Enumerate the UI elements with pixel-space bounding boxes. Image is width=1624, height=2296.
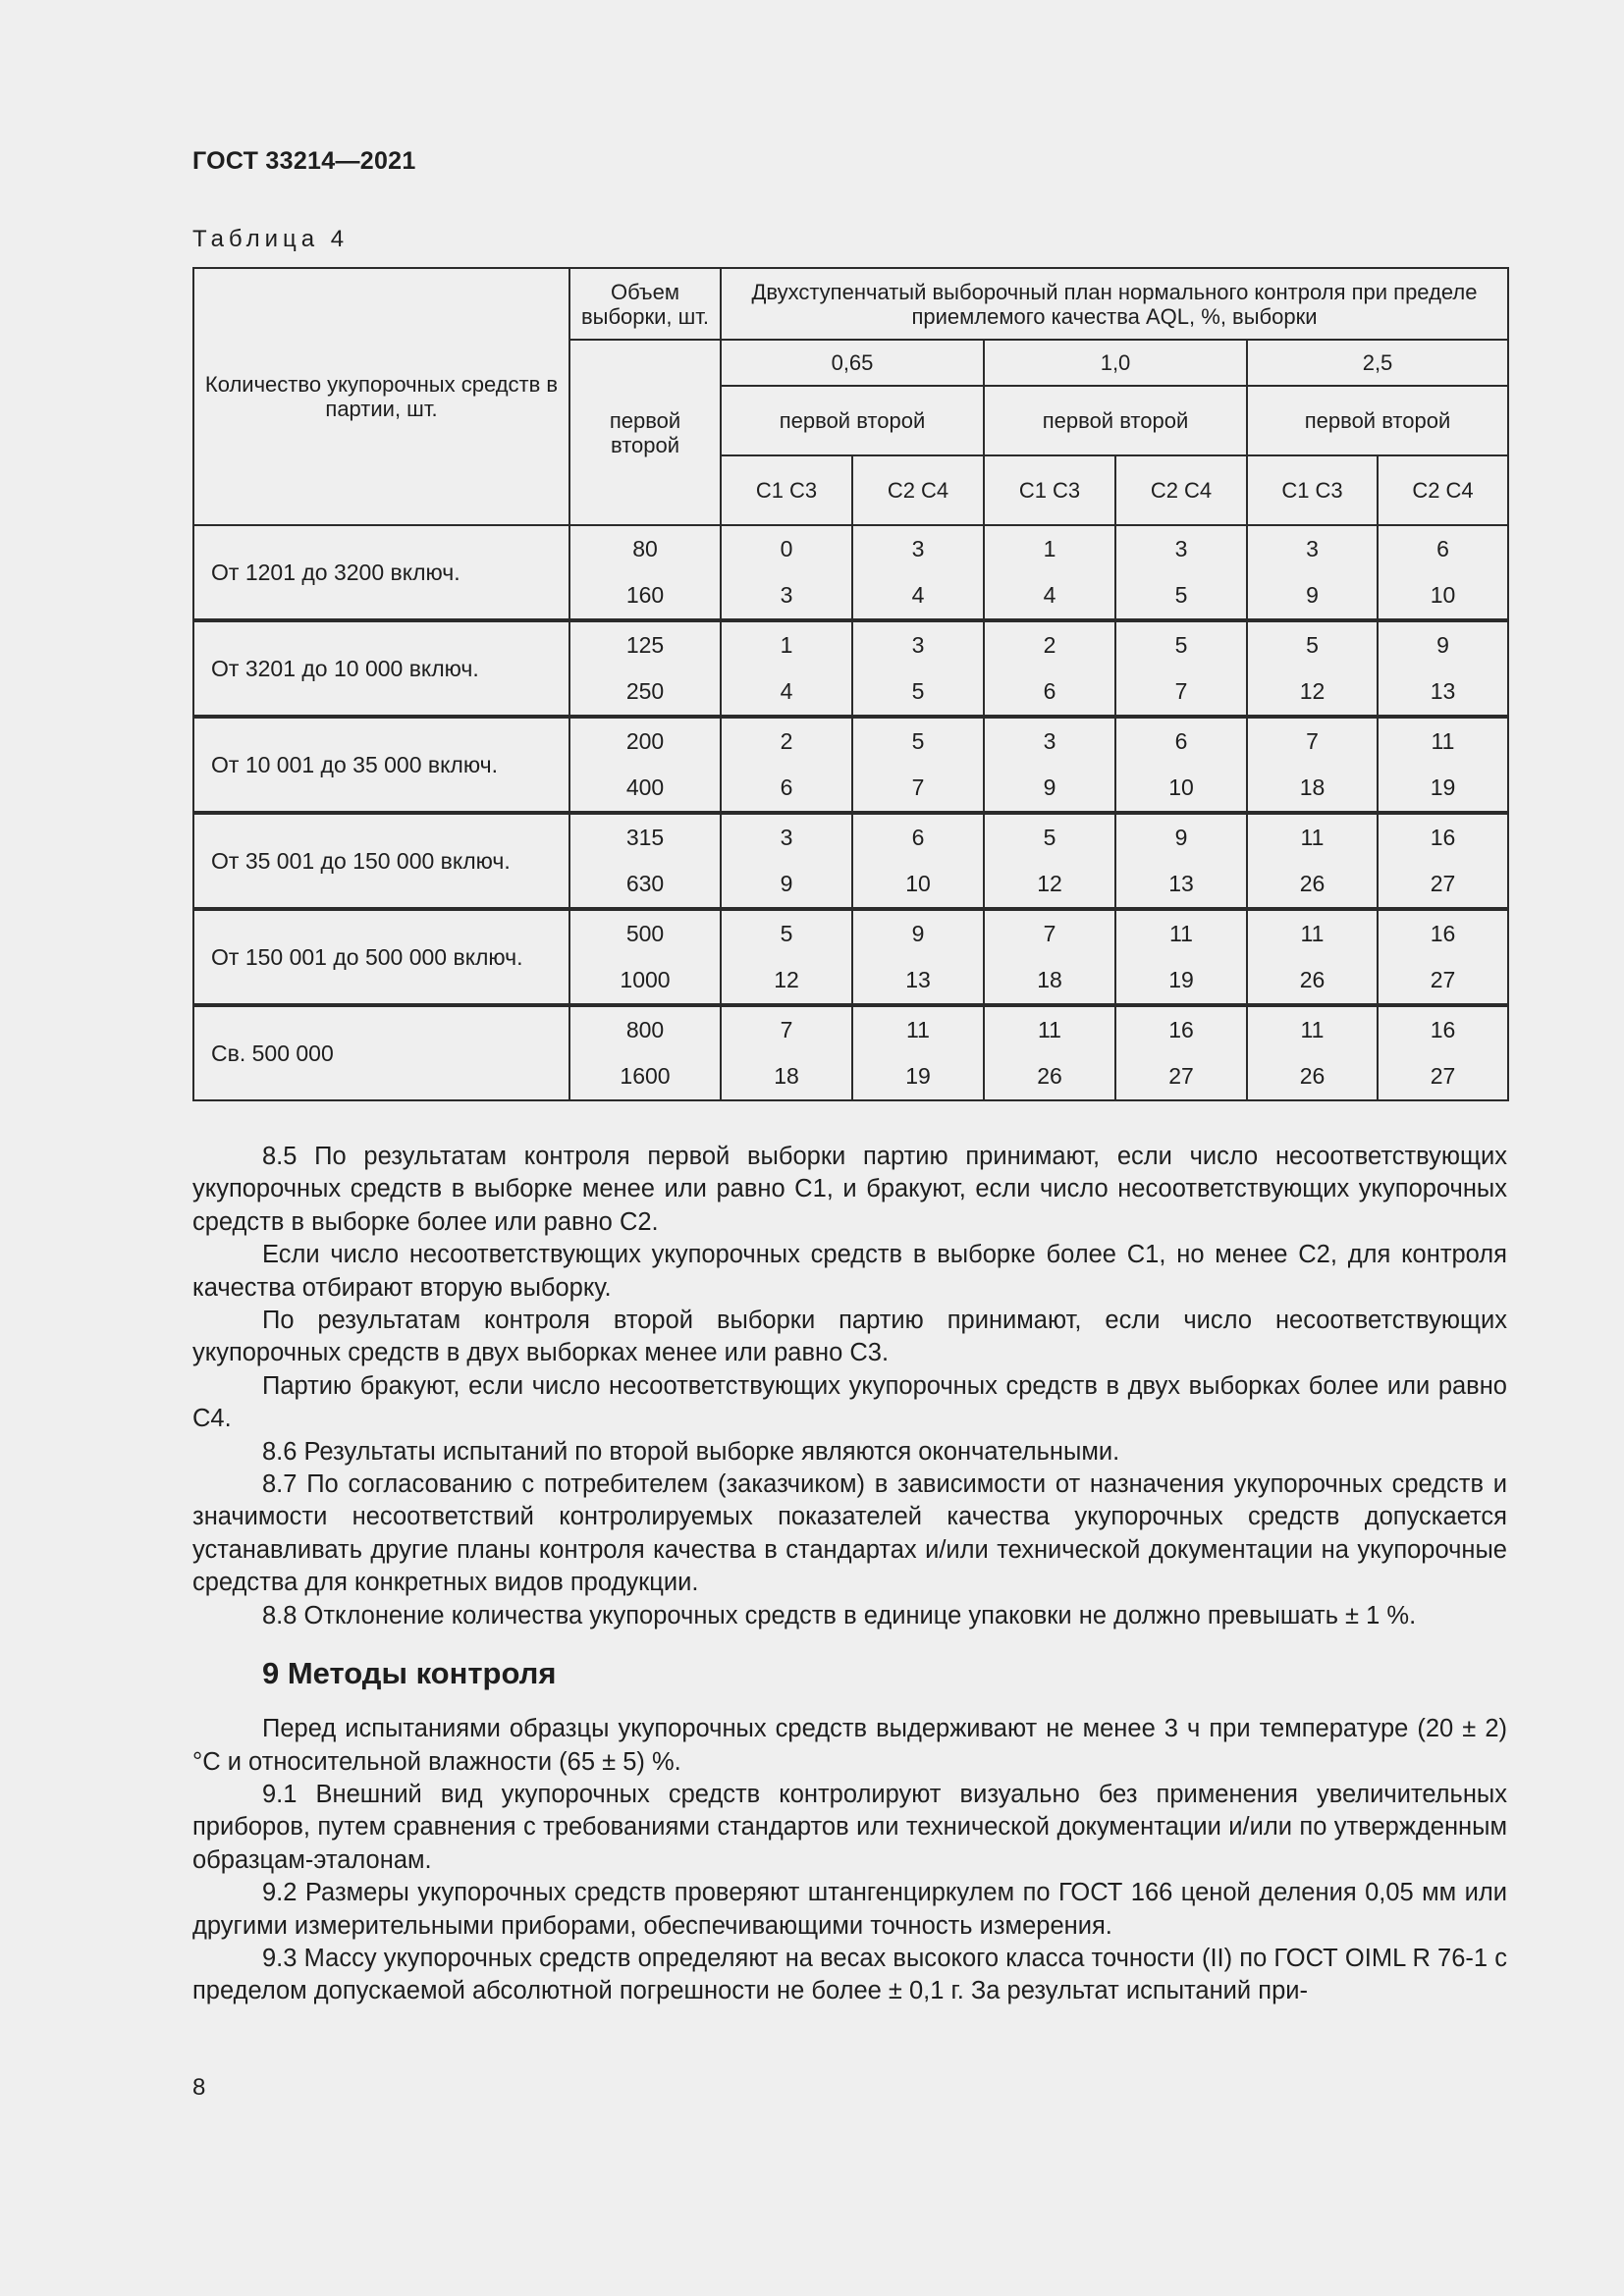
first-sample-criterion: 11 <box>852 1005 984 1053</box>
second-sample-size: 630 <box>569 861 721 909</box>
first-sample-criterion: 1 <box>984 525 1115 572</box>
first-sample-size: 200 <box>569 717 721 765</box>
paragraph: Перед испытаниями образцы укупорочных средств выдерживают не менее 3 ч при температуре (20 ± 2) °C и относительной влажности (65 ± 5) %. <box>192 1715 1507 1776</box>
aql-sample-order: первой второй <box>721 386 984 455</box>
second-sample-criterion: 26 <box>1247 957 1378 1005</box>
document-code: ГОСТ 33214—2021 <box>192 147 416 175</box>
first-sample-criterion: 11 <box>1378 717 1508 765</box>
paragraph: 8.5 По результатам контроля первой выборки партию принимают, если число несоответствующих укупорочных средств в выборке менее или равно C1, и бракуют, если число несоответствующих укупорочных средств в выборке более или равно C2. <box>192 1143 1507 1236</box>
second-sample-criterion: 18 <box>721 1053 852 1100</box>
criteria-label: C1 C3 <box>721 455 852 525</box>
second-sample-criterion: 18 <box>984 957 1115 1005</box>
header-sample-order: первой второй <box>569 340 721 525</box>
second-sample-criterion: 13 <box>852 957 984 1005</box>
second-sample-size: 250 <box>569 668 721 717</box>
second-sample-criterion: 19 <box>1115 957 1247 1005</box>
first-sample-size: 800 <box>569 1005 721 1053</box>
second-sample-size: 1600 <box>569 1053 721 1100</box>
first-sample-criterion: 11 <box>1247 1005 1378 1053</box>
first-sample-criterion: 3 <box>1115 525 1247 572</box>
first-sample-criterion: 16 <box>1378 1005 1508 1053</box>
second-sample-criterion: 13 <box>1115 861 1247 909</box>
page-number: 8 <box>192 2074 206 2101</box>
aql-sample-order: первой второй <box>1247 386 1508 455</box>
second-sample-criterion: 10 <box>1115 765 1247 813</box>
paragraph: Партию бракуют, если число несоответствующих укупорочных средств в двух выборках более или равно C4. <box>192 1371 1507 1433</box>
lot-size-range: От 35 001 до 150 000 включ. <box>193 813 569 909</box>
second-sample-criterion: 9 <box>721 861 852 909</box>
first-sample-criterion: 5 <box>1247 620 1378 668</box>
first-sample-criterion: 5 <box>1115 620 1247 668</box>
second-sample-criterion: 19 <box>1378 765 1508 813</box>
lot-size-range: От 3201 до 10 000 включ. <box>193 620 569 717</box>
table-row <box>193 525 1508 572</box>
first-sample-criterion: 16 <box>1115 1005 1247 1053</box>
paragraph: Если число несоответствующих укупорочных средств в выборке более C1, но менее C2, для контроля качества отбирают вторую выборку. <box>192 1241 1507 1302</box>
header-sample-size: Объем выборки, шт. <box>569 268 721 340</box>
second-sample-criterion: 3 <box>721 572 852 620</box>
first-sample-size: 125 <box>569 620 721 668</box>
first-sample-criterion: 5 <box>852 717 984 765</box>
second-sample-criterion: 27 <box>1115 1053 1247 1100</box>
header-quantity: Количество укупорочных средств в партии, шт. <box>193 268 569 525</box>
section-9-paragraphs <box>192 1713 1507 2008</box>
first-sample-criterion: 16 <box>1378 813 1508 861</box>
paragraph: 8.7 По согласованию с потребителем (заказчиком) в зависимости от назначения укупорочных средств и значимости несоответствий контролируемых показателей качества укупорочных средств допускается устанавливать другие планы контроля качества в стандартах и/или технической документации на укупорочные средства для конкретных видов продукции. <box>192 1470 1507 1597</box>
paragraph: 9.3 Массу укупорочных средств определяют на весах высокого класса точности (II) по ГОСТ OIML R 76-1 с пределом допускаемой абсолютной погрешности не более ± 0,1 г. За результат испытаний при- <box>192 1944 1507 2005</box>
criteria-label: C1 C3 <box>984 455 1115 525</box>
first-sample-criterion: 16 <box>1378 909 1508 957</box>
second-sample-criterion: 26 <box>1247 861 1378 909</box>
section-8-paragraphs <box>192 1141 1507 1632</box>
first-sample-criterion: 0 <box>721 525 852 572</box>
first-sample-criterion: 9 <box>1378 620 1508 668</box>
second-sample-criterion: 5 <box>1115 572 1247 620</box>
second-sample-criterion: 27 <box>1378 957 1508 1005</box>
second-sample-size: 160 <box>569 572 721 620</box>
first-sample-size: 500 <box>569 909 721 957</box>
first-sample-criterion: 5 <box>984 813 1115 861</box>
second-sample-criterion: 7 <box>852 765 984 813</box>
second-sample-criterion: 5 <box>852 668 984 717</box>
first-sample-size: 80 <box>569 525 721 572</box>
lot-size-range: От 10 001 до 35 000 включ. <box>193 717 569 813</box>
second-sample-criterion: 6 <box>984 668 1115 717</box>
first-sample-criterion: 11 <box>1115 909 1247 957</box>
second-sample-criterion: 26 <box>984 1053 1115 1100</box>
aql-sample-order: первой второй <box>984 386 1247 455</box>
criteria-label: C2 C4 <box>852 455 984 525</box>
first-sample-criterion: 5 <box>721 909 852 957</box>
first-sample-size: 315 <box>569 813 721 861</box>
header-plan: Двухступенчатый выборочный план нормального контроля при пределе приемлемого качества AQL, %, выборки <box>721 268 1508 340</box>
lot-size-range: Св. 500 000 <box>193 1005 569 1100</box>
aql-level: 2,5 <box>1247 340 1508 386</box>
first-sample-criterion: 3 <box>984 717 1115 765</box>
second-sample-size: 1000 <box>569 957 721 1005</box>
second-sample-criterion: 4 <box>721 668 852 717</box>
first-sample-criterion: 3 <box>852 620 984 668</box>
first-sample-criterion: 7 <box>1247 717 1378 765</box>
paragraph: 9.2 Размеры укупорочных средств проверяют штангенциркулем по ГОСТ 166 ценой деления 0,05 мм или другими измерительными приборами, обеспечивающими точность измерения. <box>192 1879 1507 1940</box>
first-sample-criterion: 6 <box>1378 525 1508 572</box>
first-sample-criterion: 1 <box>721 620 852 668</box>
first-sample-criterion: 6 <box>852 813 984 861</box>
table-row <box>193 717 1508 765</box>
second-sample-criterion: 12 <box>984 861 1115 909</box>
criteria-label: C2 C4 <box>1378 455 1508 525</box>
second-sample-criterion: 27 <box>1378 1053 1508 1100</box>
first-sample-criterion: 6 <box>1115 717 1247 765</box>
lot-size-range: От 150 001 до 500 000 включ. <box>193 909 569 1005</box>
second-sample-criterion: 27 <box>1378 861 1508 909</box>
table-row <box>193 1005 1508 1053</box>
table-body <box>193 525 1508 1100</box>
table-row <box>193 813 1508 861</box>
first-sample-criterion: 2 <box>721 717 852 765</box>
first-sample-criterion: 3 <box>721 813 852 861</box>
second-sample-criterion: 26 <box>1247 1053 1378 1100</box>
aql-level: 1,0 <box>984 340 1247 386</box>
second-sample-criterion: 13 <box>1378 668 1508 717</box>
second-sample-criterion: 4 <box>984 572 1115 620</box>
paragraph: 9.1 Внешний вид укупорочных средств контролируют визуально без применения увеличительных приборов, путем сравнения с требованиями стандартов или технической документации и/или по утвержденным образцам-эталонам. <box>192 1780 1507 1874</box>
criteria-label: C2 C4 <box>1115 455 1247 525</box>
first-sample-criterion: 9 <box>852 909 984 957</box>
table-caption: Таблица 4 <box>192 226 350 252</box>
second-sample-criterion: 4 <box>852 572 984 620</box>
second-sample-criterion: 6 <box>721 765 852 813</box>
aql-level: 0,65 <box>721 340 984 386</box>
first-sample-criterion: 9 <box>1115 813 1247 861</box>
second-sample-criterion: 9 <box>984 765 1115 813</box>
second-sample-criterion: 7 <box>1115 668 1247 717</box>
first-sample-criterion: 7 <box>721 1005 852 1053</box>
paragraph: По результатам контроля второй выборки партию принимают, если число несоответствующих укупорочных средств в двух выборках менее или равно C3. <box>192 1307 1507 1367</box>
first-sample-criterion: 11 <box>1247 813 1378 861</box>
first-sample-criterion: 11 <box>984 1005 1115 1053</box>
second-sample-criterion: 10 <box>852 861 984 909</box>
table-row <box>193 909 1508 957</box>
second-sample-size: 400 <box>569 765 721 813</box>
first-sample-criterion: 2 <box>984 620 1115 668</box>
first-sample-criterion: 3 <box>852 525 984 572</box>
section-9-title: 9 Методы контроля <box>262 1656 557 1691</box>
lot-size-range: От 1201 до 3200 включ. <box>193 525 569 620</box>
second-sample-criterion: 12 <box>721 957 852 1005</box>
second-sample-criterion: 12 <box>1247 668 1378 717</box>
second-sample-criterion: 19 <box>852 1053 984 1100</box>
second-sample-criterion: 18 <box>1247 765 1378 813</box>
table-row <box>193 620 1508 668</box>
paragraph: 8.6 Результаты испытаний по второй выборке являются окончательными. <box>262 1437 1120 1466</box>
body-text <box>192 1141 1507 2008</box>
first-sample-criterion: 3 <box>1247 525 1378 572</box>
second-sample-criterion: 10 <box>1378 572 1508 620</box>
paragraph: 8.8 Отклонение количества укупорочных средств в единице упаковки не должно превышать ± 1 %. <box>262 1601 1417 1629</box>
first-sample-criterion: 7 <box>984 909 1115 957</box>
criteria-label: C1 C3 <box>1247 455 1378 525</box>
sampling-plan-table <box>192 267 1509 1101</box>
second-sample-criterion: 9 <box>1247 572 1378 620</box>
first-sample-criterion: 11 <box>1247 909 1378 957</box>
